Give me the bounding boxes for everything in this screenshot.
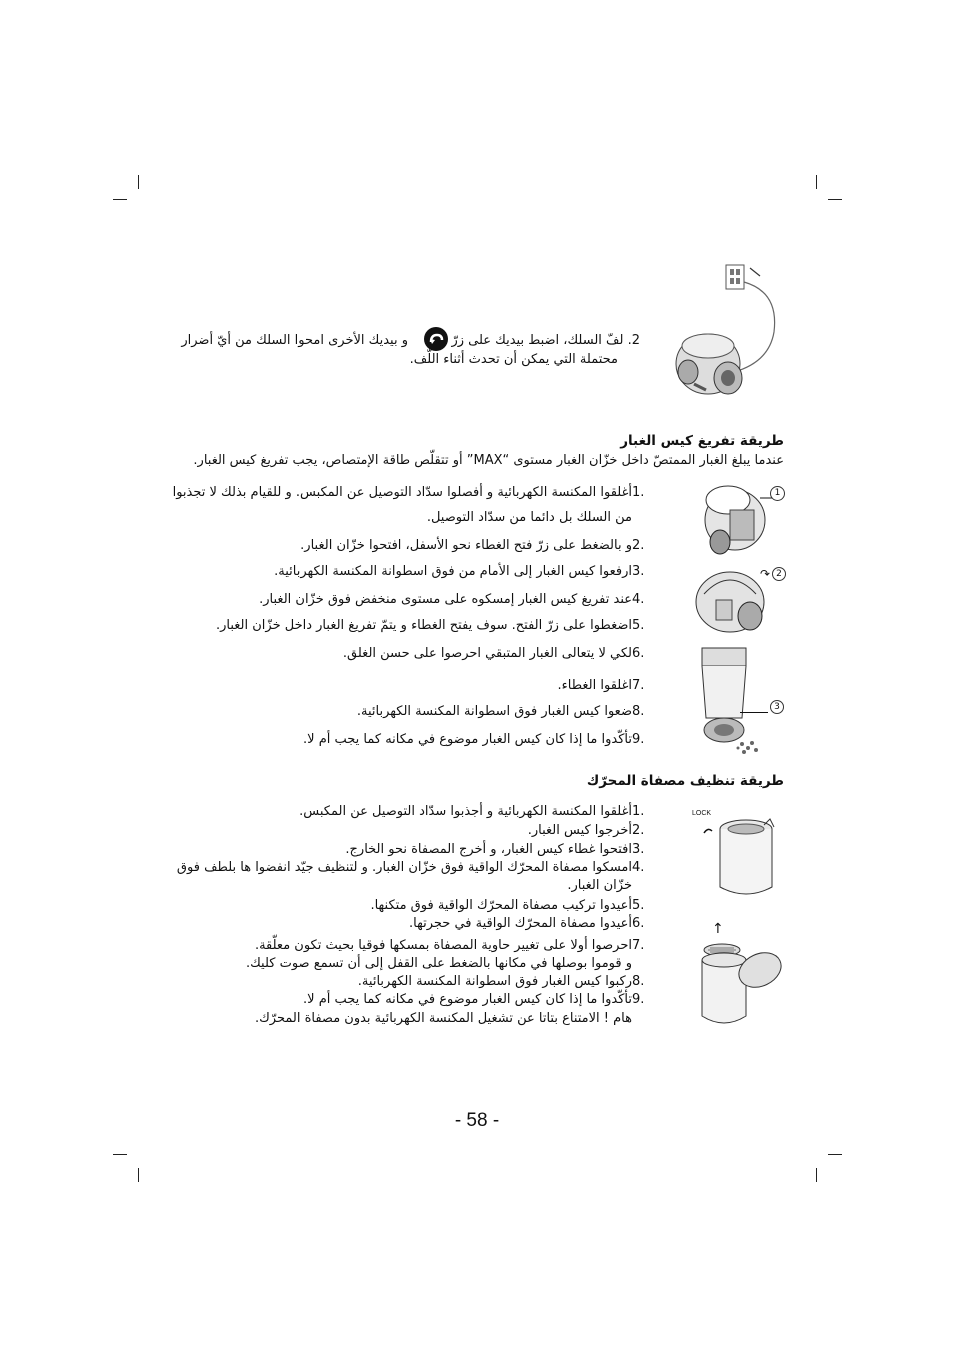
callout-leader [740, 712, 768, 713]
step-text: هام ! الامتناع بتاتا عن تشغيل المكنسة الكهربائية بدون مصفاة المحرّك. [254, 1011, 632, 1026]
step-text: تأكّدوا ما إذا كان كيس الغبار موضوع في مكانه كما يجب أم لا. [303, 732, 632, 747]
filter-heading: طريقة تنظيف مصفاة المحرّك [586, 773, 784, 789]
list-item [216, 618, 654, 633]
list-item [173, 485, 654, 500]
step-text: لكي لا يتعالى الغبار المتبقي احرصوا على حسن الغلق. [342, 646, 632, 661]
step-number: .8 [632, 974, 645, 989]
step-text: ركبوا كيس الغبار فوق اسطوانة المكنسة الكهربائية. [357, 974, 632, 989]
step-number: .9 [632, 992, 645, 1007]
step-text: أعيدوا مصفاة المحرّك الواقية في حجرتها. [409, 916, 632, 931]
list-item [303, 732, 654, 747]
vacuum-lift-bag-illustration [690, 560, 770, 640]
step-number: .2 [632, 823, 645, 838]
step-number: .3 [632, 842, 645, 857]
crop-mark [816, 175, 817, 189]
list-item [177, 860, 654, 875]
step-text: أخرجوا كيس الغبار. [527, 823, 632, 838]
step-number: .3 [632, 564, 645, 579]
filter-removal-illustration [694, 938, 786, 1034]
step-text: احرصوا أولا على تغيير حاوية المصفاة بمسكها فوقيا بحيث تكون معلّقة. [254, 938, 632, 953]
list-item [259, 592, 654, 607]
step-number: .4 [632, 592, 645, 607]
callout-circle-1: 1 [770, 486, 785, 501]
crop-mark [138, 175, 139, 189]
step-number: .6 [632, 916, 645, 931]
step-text: تأكّدوا ما إذا كان كيس الغبار موضوع في مكانه كما يجب أم لا. [303, 992, 632, 1007]
list-item [567, 878, 654, 893]
list-item [343, 646, 654, 661]
step-text: افتحوا غطاء كيس الغبار، و أخرج المصفاة نحو الخارج. [345, 842, 632, 857]
dust-bag-heading: طريقة تفريغ كيس الغبار [620, 433, 784, 449]
step-text: أغلقوا المكنسة الكهربائية و أجذبوا سدّاد التوصيل عن المكبس. [299, 804, 632, 819]
step-text: ضعوا كيس الغبار فوق اسطوانة المكنسة الكهربائية. [356, 704, 632, 719]
step-number: .5 [632, 898, 645, 913]
cord-step-line-1b: و بيديك الأخرى امحوا السلك من أيّ أضرار [181, 333, 408, 348]
list-item [246, 956, 654, 971]
list-item [358, 974, 654, 989]
callout-circle-2: 2 [772, 567, 786, 581]
vacuum-cleaner-plug-icon [668, 260, 790, 410]
step-text: من السلك بل دائما من سدّاد التوصيل. [426, 510, 632, 525]
step-text: اغلقوا الغطاء. [557, 678, 632, 693]
list-item [274, 564, 654, 579]
step-number: .8 [632, 704, 645, 719]
step-text: أغلقوا المكنسة الكهربائية و أفصلوا سدّاد التوصيل عن المكبس. و للقيام بذلك لا تجذبوا [172, 485, 632, 500]
step-text: أعيدوا تركيب مصفاة المحرّك الواقية فوق متكنها. [370, 898, 632, 913]
crop-mark [828, 199, 842, 200]
step-text: خزّان الغبار. [567, 878, 632, 893]
step-number: .9 [632, 732, 645, 747]
filter-container-lock-illustration [700, 815, 780, 903]
crop-mark [816, 1168, 817, 1182]
step-text: امسكوا مصفاة المحرّك الواقية فوق خزّان الغبار. و لتنظيف جيّد انفضوا ها بلطف فوق [176, 860, 632, 875]
crop-mark [828, 1154, 842, 1155]
step-text: اضغطوا على زرّ الفتح. سوف يفتح الغطاء و يتمّ تفريغ الغبار داخل خزّان الغبار. [215, 618, 632, 633]
step-number: .7 [632, 678, 645, 693]
crop-mark [113, 199, 127, 200]
callout-circle-3: 3 [770, 700, 784, 714]
step-text: ارفعوا كيس الغبار إلى الأمام من فوق اسطوانة المكنسة الكهربائية. [274, 564, 632, 579]
step-text: عند تفريغ كيس الغبار إمسكوه على مستوى منخفض فوق خزّان الغبار. [259, 592, 632, 607]
important-note [255, 1011, 654, 1026]
step-number: .5 [632, 618, 645, 633]
crop-mark [113, 1154, 127, 1155]
step-text: و قوموا بوصلها في مكانها بالضغط على القفل إلى أن تسمع صوت كليك. [245, 956, 632, 971]
list-item [303, 992, 654, 1007]
step-number: .4 [632, 860, 645, 875]
list-item [357, 704, 654, 719]
vacuum-open-lid-illustration [690, 470, 790, 560]
lock-label: LOCK [692, 810, 712, 817]
list-item [299, 804, 654, 819]
cord-step-line-2: محتملة التي يمكن أن تحدث أثناء اللّف. [409, 352, 618, 367]
list-item [345, 842, 654, 857]
cord-step-line-1a: 2. لفّ السلك، اضبط بيديك على زرّ [451, 333, 640, 348]
list-item [255, 938, 654, 953]
list-item [300, 538, 654, 553]
vacuum-empty-bag-illustration [692, 640, 772, 760]
crop-mark [138, 1168, 139, 1182]
step-number: .1 [632, 804, 645, 819]
dust-bag-intro: عندما يبلغ الغبار الممتصّ داخل خزّان الغبار مستوى “MAX” أو تتقلّص طاقة الإمتصاص، يجب تفريغ كيس الغبار. [193, 453, 784, 468]
step-text: و بالضغط على زرّ فتح الغطاء نحو الأسفل، افتحوا خزّان الغبار. [300, 538, 632, 553]
page-number: - 58 - [454, 1110, 500, 1131]
step-number: .6 [632, 646, 645, 661]
list-item [528, 823, 654, 838]
list-item [409, 916, 654, 931]
list-item [558, 678, 654, 693]
list-item [427, 510, 654, 525]
step-number: .1 [632, 485, 645, 500]
list-item [370, 898, 654, 913]
rotate-arrow-icon: ↷ [760, 567, 771, 581]
step-number: .7 [632, 938, 645, 953]
arrow-up-icon: ↑ [712, 921, 724, 937]
step-number: .2 [632, 538, 645, 553]
cord-rewind-button-icon [423, 326, 449, 352]
